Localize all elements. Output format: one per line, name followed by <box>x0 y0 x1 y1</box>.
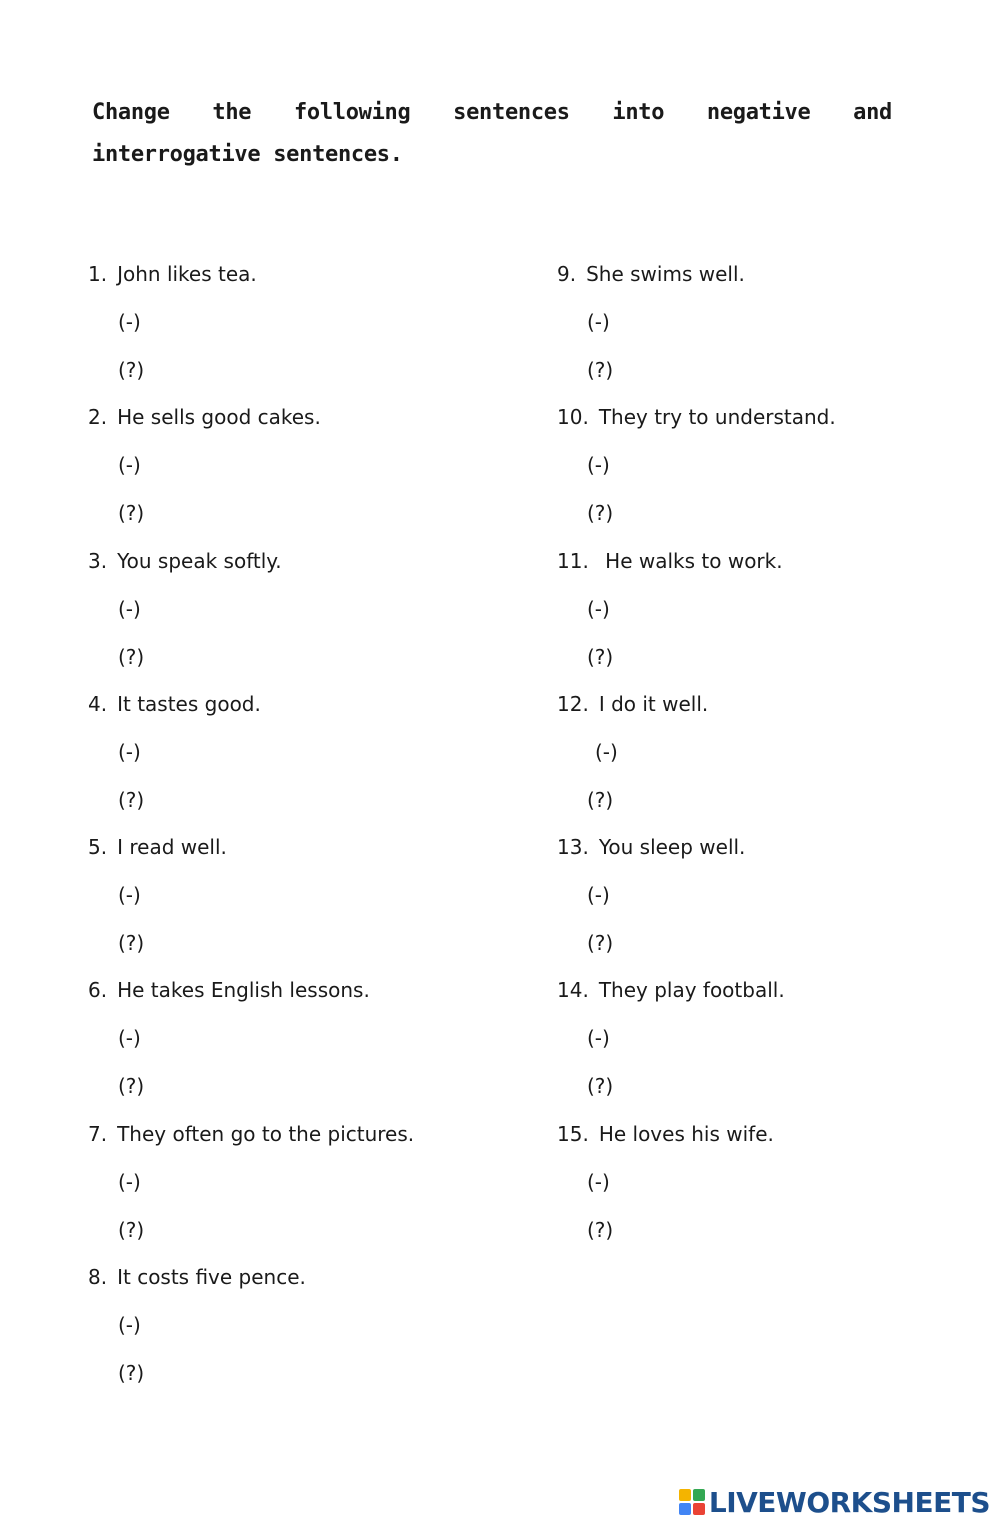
interrogative-answer-line[interactable]: (?) <box>118 358 145 382</box>
interrogative-answer-line[interactable]: (?) <box>118 501 145 526</box>
question-text: John likes tea. <box>117 262 257 286</box>
interrogative-answer-line[interactable]: (?) <box>118 1217 145 1242</box>
negative-answer-line[interactable]: (-) <box>595 739 618 764</box>
negative-answer-line[interactable]: (-) <box>587 596 610 621</box>
logo-square-red <box>693 1503 705 1515</box>
question-text: You sleep well. <box>598 835 746 860</box>
negative-answer-line[interactable]: (-) <box>587 1026 610 1051</box>
question-sentence <box>557 966 977 1014</box>
negative-answer-line[interactable]: (-) <box>118 453 141 478</box>
question-number: 8. <box>88 1265 108 1290</box>
question-sentence <box>88 680 528 728</box>
question-item <box>88 966 528 1109</box>
question-item <box>88 680 528 823</box>
interrogative-answer-line[interactable]: (?) <box>587 358 614 382</box>
question-sentence <box>88 537 528 585</box>
question-sentence <box>88 1110 528 1158</box>
question-text: You speak softly. <box>117 548 282 573</box>
interrogative-answer-line[interactable]: (?) <box>587 787 614 812</box>
instructions-heading: Change the following sentences into negative and interrogative sentences. <box>92 100 892 167</box>
question-item <box>88 537 528 680</box>
question-sentence <box>557 250 977 298</box>
question-sentence <box>557 537 977 585</box>
question-sentence <box>557 680 977 728</box>
question-sentence <box>88 1253 528 1301</box>
liveworksheets-logo <box>679 1484 990 1520</box>
interrogative-answer-line[interactable]: (?) <box>587 1217 614 1242</box>
question-number: 2. <box>88 405 108 430</box>
question-item <box>557 393 977 536</box>
interrogative-answer-line[interactable]: (?) <box>118 644 145 669</box>
question-item <box>557 680 977 823</box>
question-item <box>557 1110 977 1253</box>
question-text: He loves his wife. <box>598 1121 774 1146</box>
question-text: They play football. <box>598 978 785 1003</box>
question-item <box>557 250 977 393</box>
negative-answer-line[interactable]: (-) <box>118 596 141 621</box>
left-question-column <box>88 250 528 1396</box>
logo-mark-icon <box>679 1489 705 1515</box>
question-text: He takes English lessons. <box>117 978 370 1003</box>
question-item <box>557 966 977 1109</box>
question-number: 9. <box>557 262 577 286</box>
negative-answer-line[interactable]: (-) <box>587 310 610 334</box>
question-sentence <box>88 393 528 441</box>
negative-answer-line[interactable]: (-) <box>118 883 141 908</box>
negative-answer-line[interactable]: (-) <box>587 883 610 908</box>
interrogative-answer-line[interactable]: (?) <box>587 1074 614 1099</box>
interrogative-answer-line[interactable]: (?) <box>118 1074 145 1099</box>
question-item <box>557 823 977 966</box>
negative-answer-line[interactable]: (-) <box>118 739 141 764</box>
question-item <box>88 823 528 966</box>
question-text: They try to understand. <box>598 405 836 430</box>
question-item <box>88 393 528 536</box>
question-number: 10. <box>557 405 589 430</box>
interrogative-answer-line[interactable]: (?) <box>587 931 614 956</box>
question-number: 1. <box>88 262 108 286</box>
question-number: 11. <box>557 548 589 573</box>
interrogative-answer-line[interactable]: (?) <box>587 644 614 669</box>
question-item <box>88 1110 528 1253</box>
negative-answer-line[interactable]: (-) <box>118 1169 141 1194</box>
question-sentence <box>88 823 528 871</box>
interrogative-answer-line[interactable]: (?) <box>118 1361 145 1386</box>
question-item <box>557 537 977 680</box>
question-number: 14. <box>557 978 589 1003</box>
question-number: 7. <box>88 1121 108 1146</box>
logo-square-green <box>693 1489 705 1501</box>
question-number: 5. <box>88 835 108 860</box>
negative-answer-line[interactable]: (-) <box>118 310 141 334</box>
question-text: It tastes good. <box>117 691 261 716</box>
question-sentence <box>557 1110 977 1158</box>
question-text: I read well. <box>117 835 227 860</box>
interrogative-answer-line[interactable]: (?) <box>118 787 145 812</box>
negative-answer-line[interactable]: (-) <box>118 1313 141 1338</box>
negative-answer-line[interactable]: (-) <box>118 1026 141 1051</box>
logo-square-blue <box>679 1503 691 1515</box>
question-item <box>88 1253 528 1396</box>
question-text: They often go to the pictures. <box>117 1121 415 1146</box>
question-number: 12. <box>557 691 589 716</box>
question-sentence <box>557 393 977 441</box>
interrogative-answer-line[interactable]: (?) <box>118 931 145 956</box>
question-text: He walks to work. <box>598 548 783 573</box>
question-text: I do it well. <box>598 691 709 716</box>
question-number: 6. <box>88 978 108 1003</box>
question-number: 3. <box>88 548 108 573</box>
interrogative-answer-line[interactable]: (?) <box>587 501 614 526</box>
question-item <box>88 250 528 393</box>
logo-text: LIVEWORKSHEETS <box>708 1485 990 1519</box>
logo-square-yellow <box>679 1489 691 1501</box>
negative-answer-line[interactable]: (-) <box>587 1169 610 1194</box>
question-number: 4. <box>88 691 108 716</box>
question-number: 13. <box>557 835 589 860</box>
question-text: She swims well. <box>586 262 745 286</box>
question-sentence <box>88 250 528 298</box>
question-text: He sells good cakes. <box>117 405 321 430</box>
question-sentence <box>88 966 528 1014</box>
question-sentence <box>557 823 977 871</box>
question-text: It costs five pence. <box>117 1265 306 1290</box>
question-number: 15. <box>557 1121 589 1146</box>
right-question-column <box>557 250 977 1253</box>
negative-answer-line[interactable]: (-) <box>587 453 610 478</box>
